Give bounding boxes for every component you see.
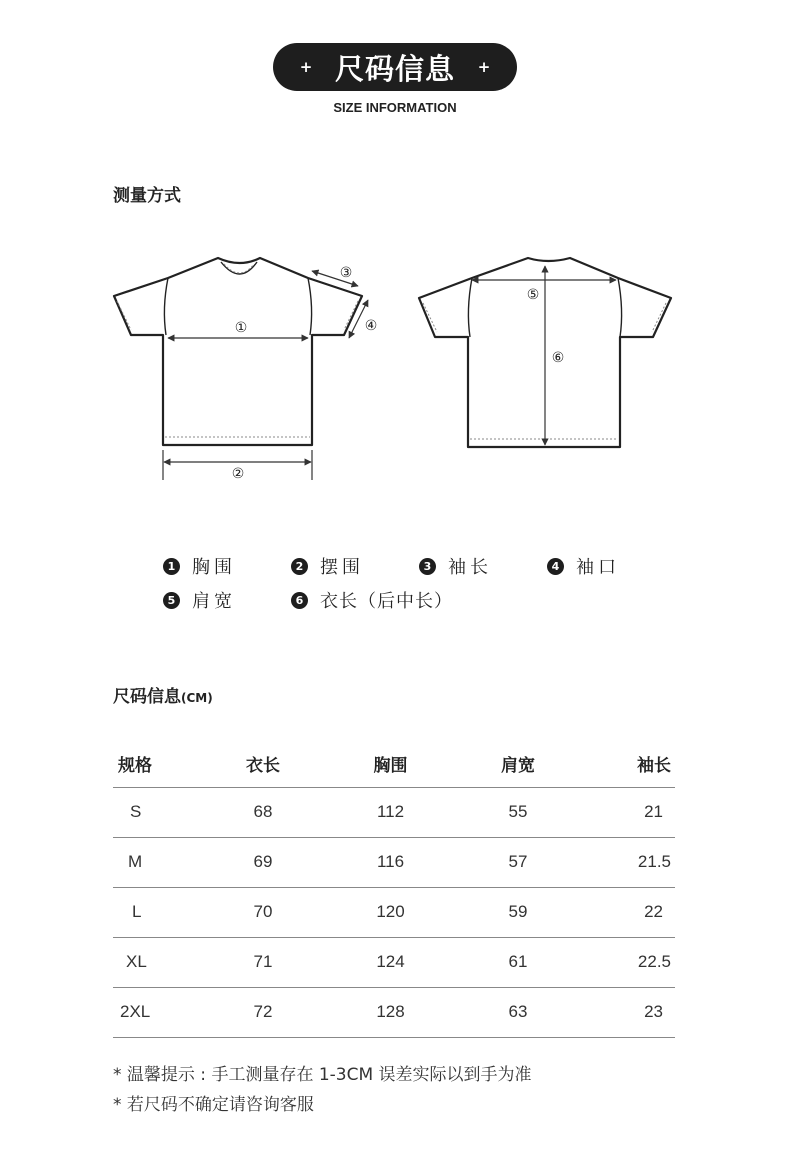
plus-icon: + <box>477 58 491 76</box>
table-header-row <box>113 740 675 787</box>
header-spec: 规格 <box>113 740 223 787</box>
table-row <box>113 887 675 937</box>
legend-label: 袖长 <box>448 557 492 578</box>
legend-item-chest <box>163 553 236 579</box>
cell-chest: 116 <box>303 837 478 887</box>
table-row <box>113 787 675 837</box>
size-section-title-text: 尺码信息 <box>113 687 181 707</box>
number-badge: 5 <box>163 592 180 609</box>
cell-length: 69 <box>223 837 303 887</box>
cell-length: 71 <box>223 937 303 987</box>
marker-5: ⑤ <box>526 287 540 303</box>
legend-label: 摆围 <box>320 557 364 578</box>
cell-size: S <box>113 787 223 837</box>
cell-sleeve: 22 <box>558 887 675 937</box>
tshirt-measurement-diagram <box>100 240 690 490</box>
number-badge: 2 <box>291 558 308 575</box>
table-row <box>113 937 675 987</box>
table-row <box>113 837 675 887</box>
note-contact-service: * 若尺码不确定请咨询客服 <box>113 1095 314 1115</box>
cell-sleeve: 21.5 <box>558 837 675 887</box>
cell-chest: 128 <box>303 987 478 1037</box>
notes <box>113 1060 532 1120</box>
marker-4: ④ <box>364 318 378 334</box>
measure-section-title: 测量方式 <box>113 186 181 206</box>
cell-sleeve: 21 <box>558 787 675 837</box>
cell-shoulder: 61 <box>478 937 558 987</box>
size-section-title <box>113 682 213 707</box>
cell-sleeve: 23 <box>558 987 675 1037</box>
number-badge: 3 <box>419 558 436 575</box>
legend-item-cuff <box>547 553 620 579</box>
legend-item-sleeve-length <box>419 553 492 579</box>
plus-icon: + <box>299 58 313 76</box>
size-table <box>113 740 675 1038</box>
legend-label: 衣长（后中长） <box>320 591 453 612</box>
cell-size: L <box>113 887 223 937</box>
header-shoulder: 肩宽 <box>478 740 558 787</box>
header-sleeve: 袖长 <box>558 740 675 787</box>
page-subtitle: SIZE INFORMATION <box>333 100 457 115</box>
number-badge: 1 <box>163 558 180 575</box>
legend-label: 袖口 <box>576 557 620 578</box>
cell-length: 72 <box>223 987 303 1037</box>
cell-size: XL <box>113 937 223 987</box>
cell-shoulder: 57 <box>478 837 558 887</box>
legend-label: 胸围 <box>192 557 236 578</box>
cell-sleeve: 22.5 <box>558 937 675 987</box>
legend-item-hem <box>291 553 364 579</box>
cell-length: 70 <box>223 887 303 937</box>
cell-shoulder: 63 <box>478 987 558 1037</box>
cell-chest: 124 <box>303 937 478 987</box>
marker-2: ② <box>231 466 245 482</box>
note-measurement-error: * 温馨提示 : 手工测量存在 1-3CM 误差实际以到手为准 <box>113 1065 532 1085</box>
number-badge: 6 <box>291 592 308 609</box>
cell-shoulder: 55 <box>478 787 558 837</box>
legend-item-length <box>291 587 453 613</box>
legend-label: 肩宽 <box>192 591 236 612</box>
cell-length: 68 <box>223 787 303 837</box>
header-length: 衣长 <box>223 740 303 787</box>
marker-3: ③ <box>339 265 353 281</box>
cell-size: M <box>113 837 223 887</box>
header-chest: 胸围 <box>303 740 478 787</box>
marker-1: ① <box>234 320 248 336</box>
cell-chest: 120 <box>303 887 478 937</box>
number-badge: 4 <box>547 558 564 575</box>
marker-6: ⑥ <box>551 350 565 366</box>
page-title: 尺码信息 <box>334 51 455 86</box>
table-row <box>113 987 675 1037</box>
header-pill <box>273 43 517 91</box>
front-tshirt-icon <box>114 258 362 445</box>
cell-chest: 112 <box>303 787 478 837</box>
size-unit: (CM) <box>181 691 213 705</box>
legend-item-shoulder <box>163 587 236 613</box>
cell-shoulder: 59 <box>478 887 558 937</box>
cell-size: 2XL <box>113 987 223 1037</box>
